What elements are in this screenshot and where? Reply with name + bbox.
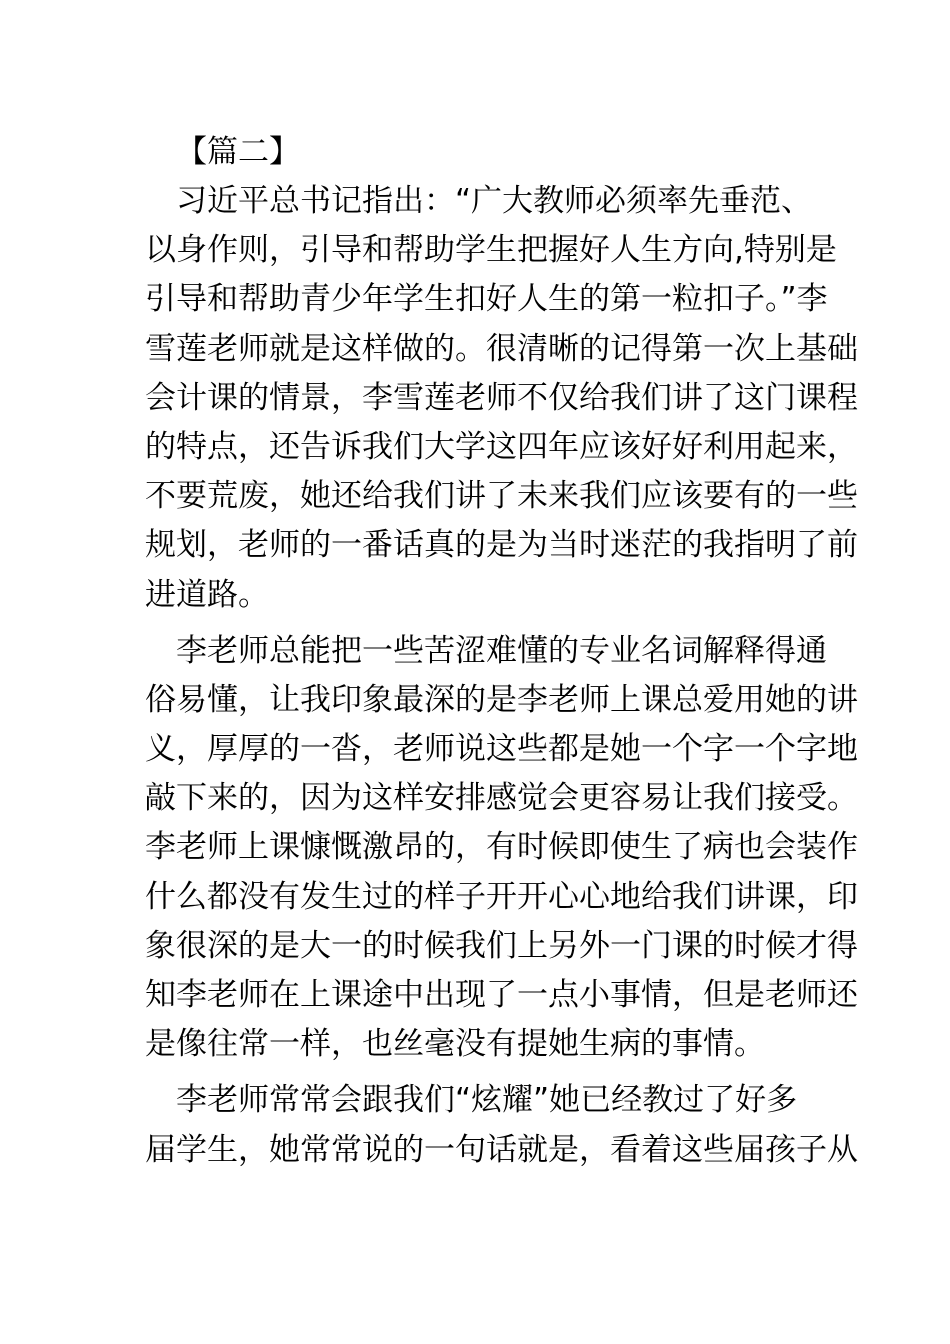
document-body [145, 127, 858, 1182]
paragraph-line: 义，厚厚的一沓，老师说这些都是她一个字一个字地 [145, 731, 858, 768]
paragraph-line: 是像往常一样，也丝毫没有提她生病的事情。 [145, 1026, 765, 1063]
paragraph-line: 什么都没有发生过的样子开开心心地给我们讲课，印 [145, 878, 858, 915]
paragraph-line: 知李老师在上课途中出现了一点小事情，但是老师还 [145, 977, 858, 1013]
paragraph-line: 象很深的是大一的时候我们上另外一门课的时候才得 [145, 927, 858, 964]
paragraph-3 [145, 1076, 858, 1174]
paragraph-line: 以身作则，引导和帮助学生把握好人生方向,特别是 [145, 232, 837, 269]
paragraph-line: 李老师上课慷慨激昂的，有时候即使生了病也会装作 [145, 829, 858, 866]
paragraph-line: 习近平总书记指出：“广大教师必须率先垂范、 [176, 183, 813, 219]
paragraph-line: 届学生，她常常说的一句话就是，看着这些届孩子从 [145, 1131, 858, 1168]
paragraph-line: 俗易懂，让我印象最深的是李老师上课总爱用她的讲 [145, 681, 858, 718]
paragraph-1 [145, 177, 858, 620]
paragraph-line: 引导和帮助青少年学生扣好人生的第一粒扣子。”李 [145, 281, 828, 318]
paragraph-line: 李老师总能把一些苦涩难懂的专业名词解释得通 [176, 632, 827, 669]
paragraph-line: 的特点，还告诉我们大学这四年应该好好利用起来， [145, 428, 858, 465]
paragraph-line: 雪莲老师就是这样做的。很清晰的记得第一次上基础 [145, 330, 858, 367]
paragraph-line: 会计课的情景，李雪莲老师不仅给我们讲了这门课程 [145, 379, 858, 416]
paragraph-line: 敲下来的，因为这样安排感觉会更容易让我们接受。 [145, 780, 858, 817]
paragraph-line: 李老师常常会跟我们“炫耀”她已经教过了好多 [176, 1082, 798, 1119]
paragraph-line: 不要荒废，她还给我们讲了未来我们应该要有的一些 [145, 478, 858, 515]
paragraph-line: 进道路。 [145, 576, 269, 613]
paragraph-line: 规划，老师的一番话真的是为当时迷茫的我指明了前 [145, 527, 858, 564]
paragraph-2 [145, 627, 858, 1070]
section-heading: 【篇二】 [176, 134, 300, 170]
